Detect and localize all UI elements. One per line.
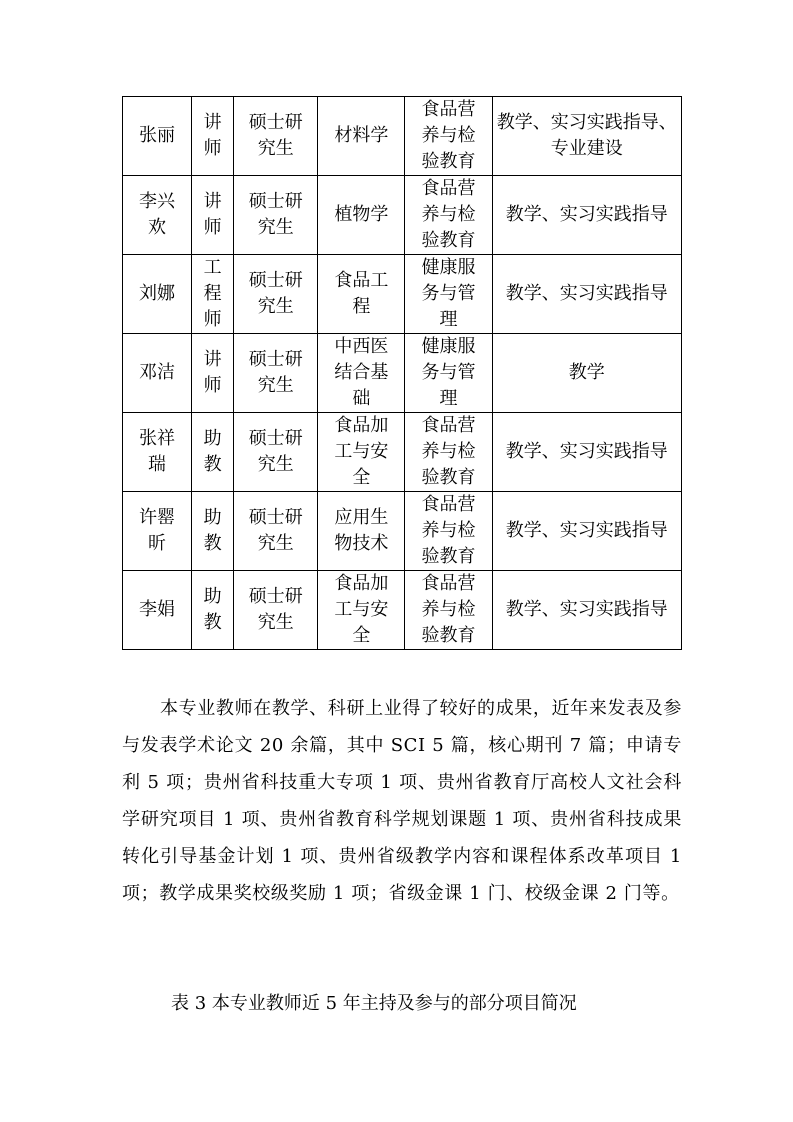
cell-course: 食品营 养与检 验教育 [405,413,492,492]
cell-course: 食品营 养与检 验教育 [405,97,492,176]
cell-major: 食品加 工与安 全 [318,413,405,492]
cell-title: 讲 师 [192,334,234,413]
cell-duty: 教学、实习实践指导 [492,492,681,571]
cell-course: 健康服 务与管 理 [405,255,492,334]
cell-name: 邓洁 [123,334,192,413]
cell-name: 张丽 [123,97,192,176]
cell-duty: 教学、实习实践指导 [492,571,681,650]
cell-course: 食品营 养与检 验教育 [405,176,492,255]
cell-major: 应用生 物技术 [318,492,405,571]
cell-duty: 教学、实习实践指导 [492,255,681,334]
cell-course: 健康服 务与管 理 [405,334,492,413]
cell-name: 刘娜 [123,255,192,334]
cell-duty: 教学、实习实践指导 [492,176,681,255]
cell-degree: 硕士研 究生 [234,334,318,413]
cell-name: 许罂 昕 [123,492,192,571]
cell-degree: 硕士研 究生 [234,571,318,650]
cell-major: 食品工 程 [318,255,405,334]
cell-degree: 硕士研 究生 [234,413,318,492]
cell-title: 工 程 师 [192,255,234,334]
cell-degree: 硕士研 究生 [234,492,318,571]
cell-degree: 硕士研 究生 [234,97,318,176]
cell-degree: 硕士研 究生 [234,255,318,334]
cell-title: 助 教 [192,413,234,492]
table-row [123,571,682,650]
table-row [123,334,682,413]
table-row [123,97,682,176]
cell-course: 食品营 养与检 验教育 [405,571,492,650]
cell-duty: 教学 [492,334,681,413]
staff-table-body [123,97,682,650]
cell-name: 张祥 瑞 [123,413,192,492]
table-row [123,492,682,571]
cell-major: 食品加 工与安 全 [318,571,405,650]
cell-name: 李兴 欢 [123,176,192,255]
cell-title: 助 教 [192,492,234,571]
cell-major: 中西医 结合基 础 [318,334,405,413]
cell-major: 材料学 [318,97,405,176]
table-row [123,255,682,334]
cell-major: 植物学 [318,176,405,255]
staff-table [122,96,682,650]
cell-name: 李娟 [123,571,192,650]
table-caption: 表 3 本专业教师近 5 年主持及参与的部分项目简况 [171,993,577,1014]
body-paragraph: 本专业教师在教学、科研上业得了较好的成果，近年来发表及参与发表学术论文 20 余篇，其中 SCI 5 篇，核心期刊 7 篇；申请专利 5 项；贵州省科技重大专项 1 项、贵州省教育厅高校人文社会科学研究项目 1 项、贵州省教育科学规划课题 1 项、贵州省科技成果转化引导基金计划 1 项、贵州省级教学内容和课程体系改革项目 1 项；教学成果奖校级奖励 1 项；省级金课 1 门、校级金课 2 门等。 [122,698,682,904]
table-row [123,176,682,255]
cell-title: 讲 师 [192,176,234,255]
cell-duty: 教学、实习实践指导、 专业建设 [492,97,681,176]
cell-duty: 教学、实习实践指导 [492,413,681,492]
cell-course: 食品营 养与检 验教育 [405,492,492,571]
cell-title: 助 教 [192,571,234,650]
cell-title: 讲 师 [192,97,234,176]
table-row [123,413,682,492]
cell-degree: 硕士研 究生 [234,176,318,255]
